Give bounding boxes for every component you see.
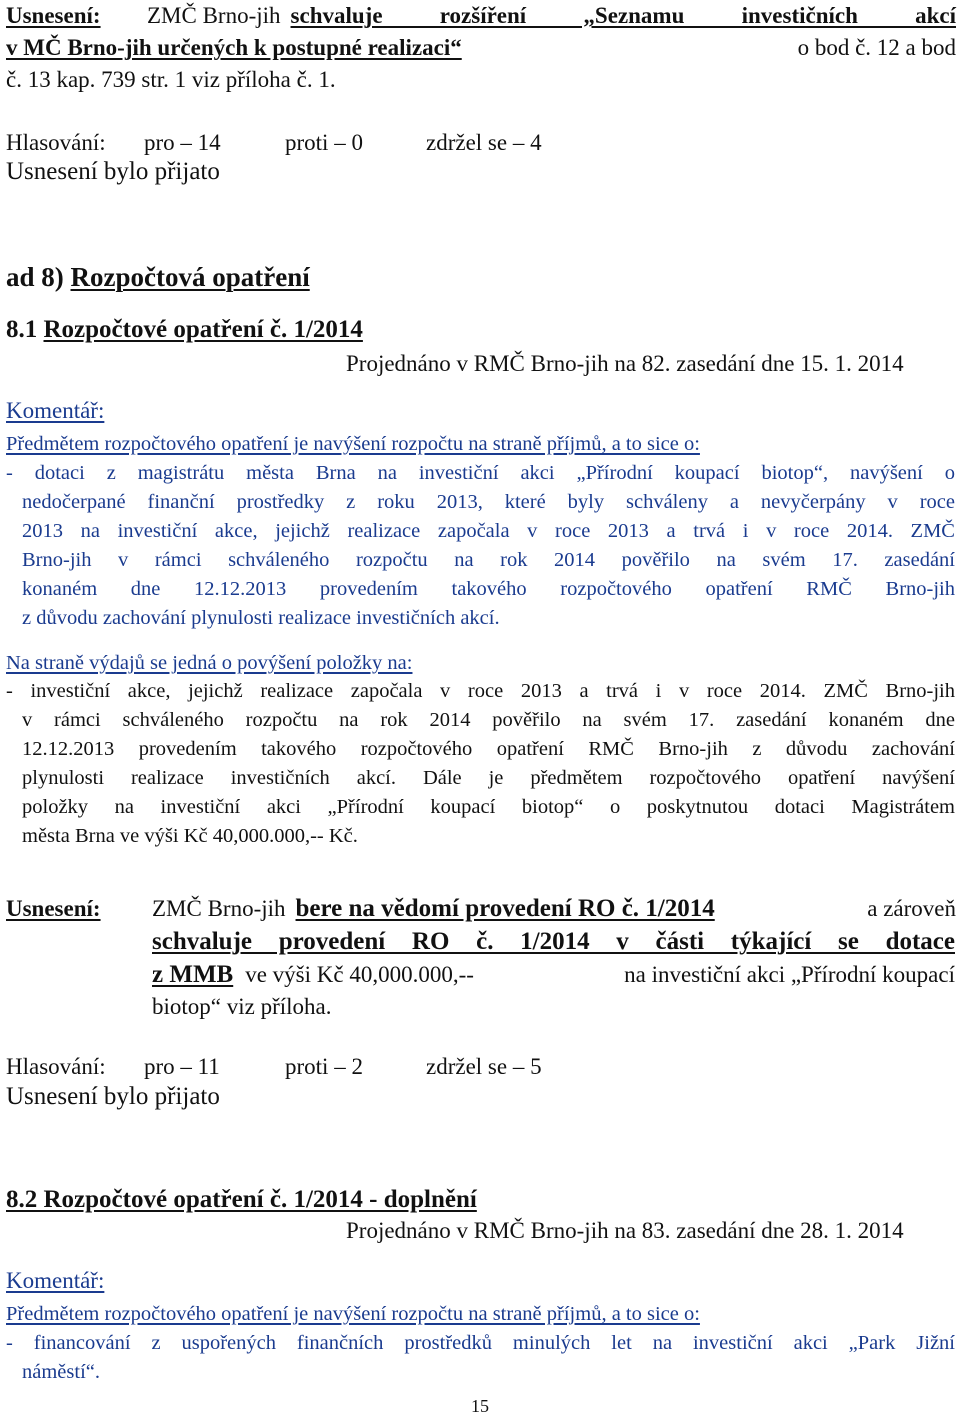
discussed-note: Projednáno v RMČ Brno-jih na 82. zasedání dne 15. 1. 2014: [346, 351, 904, 376]
resolution-8-1-line-4: biotop“ viz příloha.: [152, 994, 332, 1019]
comment-label: Komentář:: [6, 1268, 105, 1293]
expense-line: plynulosti realizace investičních akcí. Dále je předmětem rozpočtového opatření navýšení: [22, 767, 955, 789]
page-number: 15: [471, 1396, 489, 1416]
comment-line: - financování z uspořených finančních prostředků minulých let na investiční akci „Park Jižní: [6, 1332, 955, 1354]
section-title: Rozpočtová opatření: [70, 262, 310, 292]
vote-result: Usnesení bylo přijato: [6, 158, 220, 185]
resolution-bold-text-2: v MČ Brno-jih určených k postupné realizaci“: [6, 35, 462, 60]
expense-intro: Na straně výdajů se jedná o povýšení položky na:: [6, 652, 413, 674]
resolution-amount: ve výši Kč 40,000.000,--: [245, 962, 474, 987]
subsection-heading-8-1: [6, 318, 363, 342]
section-heading: [6, 262, 310, 292]
vote-label: Hlasování:: [6, 1054, 106, 1079]
comment-line: - dotaci z magistrátu města Brna na investiční akci „Přírodní koupací biotop“, navýšení o: [6, 462, 955, 484]
resolution-8-1-line-2: schvaluje provedení RO č. 1/2014 v části týkající se dotace: [152, 928, 955, 955]
resolution-8-1-line-1: [6, 897, 956, 921]
resolution-tail-text: na investiční akci „Přírodní koupací: [624, 962, 955, 987]
vote-line: [6, 1055, 542, 1079]
resolution-line-3: č. 13 kap. 739 str. 1 viz příloha č. 1.: [6, 67, 336, 92]
comment-intro: Předmětem rozpočtového opatření je navýšení rozpočtu na straně příjmů, a to sice o:: [6, 433, 700, 455]
section-number: ad 8): [6, 262, 64, 292]
comment-label: Komentář:: [6, 398, 105, 423]
resolution-tail-text: o bod č. 12 a bod: [797, 35, 956, 60]
expense-line: v rámci schváleného rozpočtu na rok 2014 pověřilo na svém 17. zasedání konaném dne: [22, 709, 955, 731]
subsection-heading-8-2: 8.2 Rozpočtové opatření č. 1/2014 - doplnění: [6, 1186, 477, 1213]
resolution-bold-text: bere na vědomí provedení RO č. 1/2014: [295, 895, 715, 922]
resolution-line-2: [6, 36, 956, 60]
expense-line: položky na investiční akci „Přírodní koupací biotop“ o poskytnutou dotaci Magistrátem: [22, 796, 955, 818]
resolution-line-1: [6, 4, 956, 28]
expense-line: města Brna ve výši Kč 40,000.000,-- Kč.: [22, 825, 358, 847]
vote-result: Usnesení bylo přijato: [6, 1083, 220, 1110]
resolution-label: Usnesení:: [6, 896, 101, 921]
expense-line: 12.12.2013 provedením takového rozpočtového opatření RMČ Brno-jih z důvodu zachování: [22, 738, 955, 760]
resolution-subject: ZMČ Brno-jih: [152, 896, 286, 921]
comment-line: Brno-jih v rámci schváleného rozpočtu na rok 2014 pověřilo na svém 17. zasedání: [22, 549, 955, 571]
vote-proti: proti – 0: [285, 130, 363, 155]
resolution-bold-text: z MMB: [152, 961, 234, 988]
resolution-label: Usnesení:: [6, 3, 101, 28]
resolution-tail-text: a zároveň: [867, 896, 956, 921]
resolution-subject: ZMČ Brno-jih: [147, 3, 281, 28]
vote-line: [6, 131, 542, 155]
resolution-bold-text: schvaluje rozšíření „Seznamu investičních akcí: [290, 3, 956, 28]
comment-line: nedočerpané finanční prostředky z roku 2013, které byly schváleny a nevyčerpány v roce: [22, 491, 955, 513]
vote-zdrzel: zdržel se – 5: [426, 1054, 542, 1079]
resolution-8-1-line-3: [152, 963, 955, 987]
subsection-number: 8.1: [6, 316, 38, 343]
comment-line: konaném dne 12.12.2013 provedením takového rozpočtového opatření RMČ Brno-jih: [22, 578, 955, 600]
discussed-note: Projednáno v RMČ Brno-jih na 83. zasedání dne 28. 1. 2014: [346, 1218, 904, 1243]
subsection-title: Rozpočtové opatření č. 1/2014: [43, 316, 363, 343]
comment-intro: Předmětem rozpočtového opatření je navýšení rozpočtu na straně příjmů, a to sice o:: [6, 1303, 700, 1325]
vote-label: Hlasování:: [6, 130, 106, 155]
vote-proti: proti – 2: [285, 1054, 363, 1079]
vote-pro: pro – 11: [144, 1054, 220, 1079]
vote-pro: pro – 14: [144, 130, 221, 155]
comment-line: 2013 na investiční akce, jejichž realizace započala v roce 2013 a trvá i v roce 2014. ZMČ: [22, 520, 955, 542]
expense-line: - investiční akce, jejichž realizace započala v roce 2013 a trvá i v roce 2014. ZMČ Brno-jih: [6, 680, 955, 702]
comment-line: z důvodu zachování plynulosti realizace investičních akcí.: [22, 607, 500, 629]
vote-zdrzel: zdržel se – 4: [426, 130, 542, 155]
comment-line: náměstí“.: [22, 1361, 100, 1383]
